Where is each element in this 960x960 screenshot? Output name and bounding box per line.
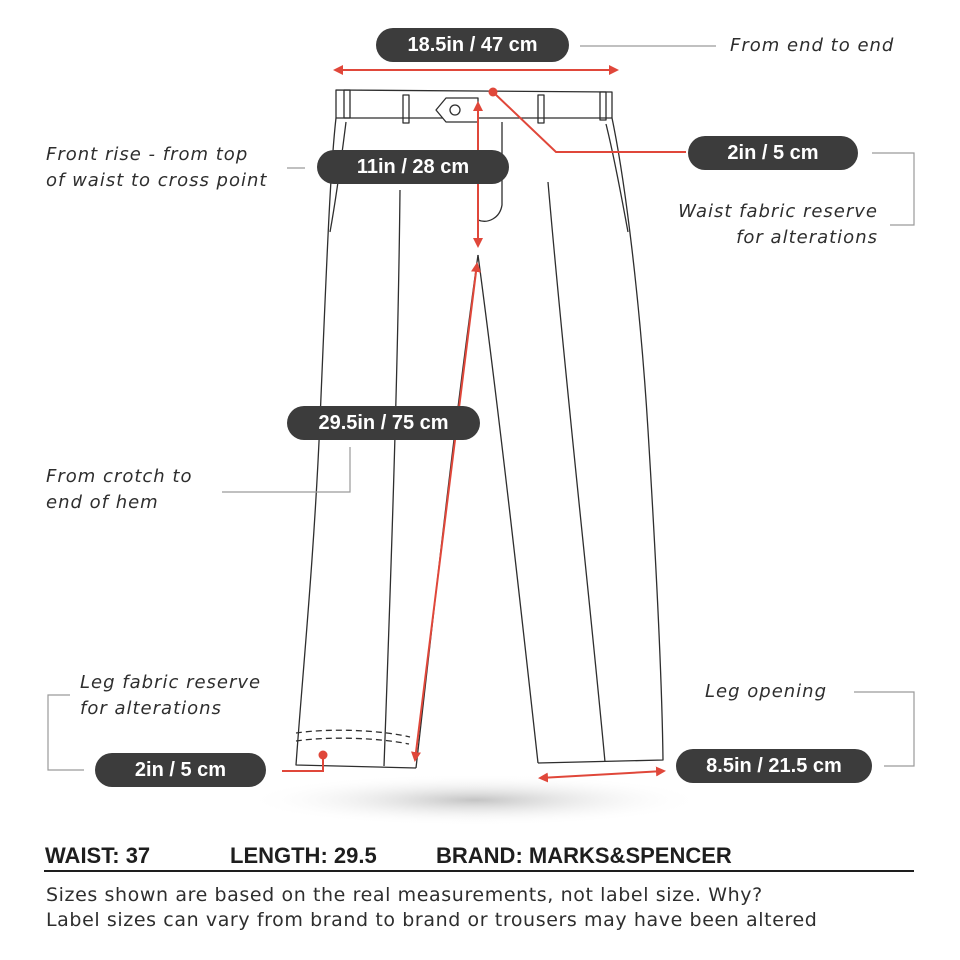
front-rise-line-1: Front rise - from top [46,144,249,165]
hem-reserve-dashes [296,730,410,737]
waist-measurement-value: 18.5in / 47 cm [407,33,538,56]
waist-reserve-value: 2in / 5 cm [727,141,819,164]
end-to-end-text: From end to end [730,35,895,56]
brand-summary-label: BRAND: [436,843,523,868]
inseam-value: 29.5in / 75 cm [318,411,449,434]
waist-summary [45,843,150,869]
length-summary-value: 29.5 [333,843,377,868]
right-inseam [478,255,538,763]
waist-measurement-pill [376,28,569,62]
inseam-arrow [415,264,477,760]
front-rise-caption [46,142,267,194]
size-note-line-2: Label sizes can vary from brand to brand or trousers may have been altered [46,909,818,931]
waist-reserve-pill [688,136,858,170]
leg-reserve-line-2: for alterations [80,698,222,719]
inseam-caption [46,464,193,516]
leg-reserve-leader [282,755,323,771]
waist-summary-label: WAIST: [45,843,120,868]
leg-reserve-dot [319,751,328,760]
front-rise-line-2: of waist to cross point [46,170,268,191]
waist-reserve-line-2: for alterations [736,227,878,248]
leg-opening-pill [676,749,872,783]
leg-reserve-line-1: Leg fabric reserve [80,672,262,693]
leg-opening-arrow [540,771,664,778]
left-leg-outer [296,118,416,768]
waist-reserve-dot [489,88,498,97]
waist-reserve-line-1: Waist fabric reserve [678,201,878,222]
inseam-bracket [222,447,350,492]
summary-underline [44,870,914,872]
leg-opening-caption [705,679,827,705]
floor-shadow [245,774,705,826]
leg-reserve-value: 2in / 5 cm [134,758,227,781]
right-pocket [606,124,628,232]
inseam-line-1: From crotch to [46,466,193,487]
end-to-end-caption [730,33,894,59]
length-summary-label: LENGTH: [230,843,328,868]
hem-reserve-dashes [296,738,409,744]
size-note [46,883,916,933]
length-summary [230,843,377,869]
right-crease [548,182,605,762]
brand-summary-value: MARKS&SPENCER [528,843,732,868]
waist-summary-value: 37 [125,843,151,868]
inseam-pill [287,406,480,440]
waist-tab [436,98,478,122]
leg-opening-text: Leg opening [705,681,828,702]
waist-reserve-caption [640,199,878,251]
leg-opening-value: 8.5in / 21.5 cm [706,754,842,777]
waist-reserve-bracket [872,153,914,225]
size-note-line-1: Sizes shown are based on the real measurements, not label size. Why? [46,884,763,906]
front-rise-pill [317,150,509,184]
inseam-line-2: end of hem [46,492,159,513]
brand-summary [436,843,732,869]
leg-reserve-bracket [48,695,84,770]
left-crease [384,190,400,766]
leg-reserve-caption [80,670,261,722]
leg-reserve-pill [95,753,266,787]
front-rise-value: 11in / 28 cm [356,155,470,178]
